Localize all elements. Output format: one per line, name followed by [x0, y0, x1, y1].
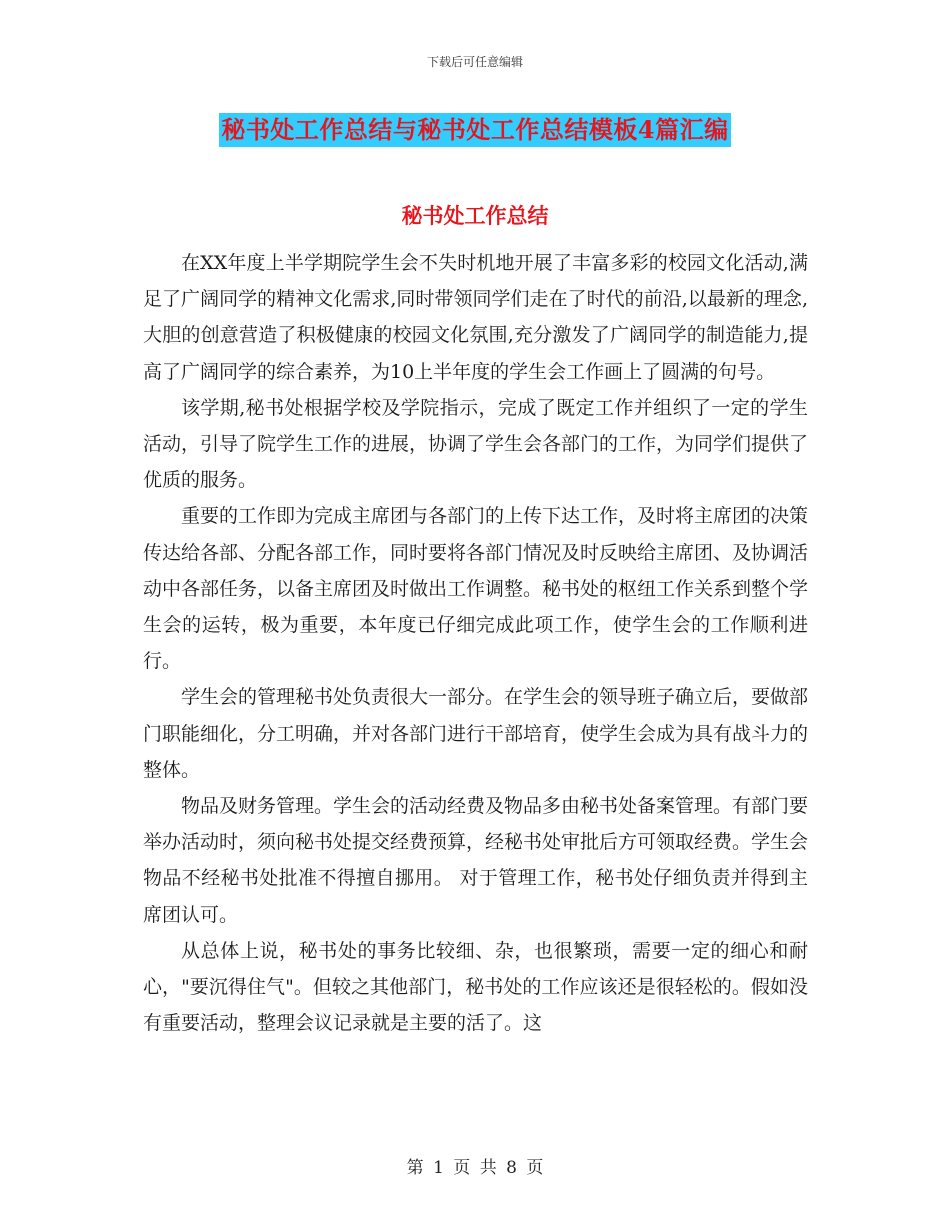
document-title: 秘书处工作总结与秘书处工作总结模板4篇汇编 [219, 113, 730, 147]
page-number-footer: 第 1 页 共 8 页 [406, 1158, 544, 1178]
document-title-container [0, 113, 950, 147]
paragraph: 该学期,秘书处根据学校及学院指示，完成了既定工作并组织了一定的学生活动，引导了院学生工作的进展，协调了学生会各部门的工作，为同学们提供了优质的服务。 [143, 396, 808, 492]
document-body [143, 245, 808, 1115]
paragraph: 从总体上说，秘书处的事务比较细、杂，也很繁琐，需要一定的细心和耐心，"要沉得住气"。但较之其他部门，秘书处的工作应该还是很轻松的。假如没有重要活动，整理会议记录就是主要的活了。这 [143, 939, 808, 1035]
paragraph: 重要的工作即为完成主席团与各部门的上传下达工作，及时将主席团的决策传达给各部、分配各部工作，同时要将各部门情况及时反映给主席团、及协调活动中各部任务，以备主席团及时做出工作调整。秘书处的枢纽工作关系到整个学生会的运转，极为重要，本年度已仔细完成此项工作，使学生会的工作顺利进行。 [143, 505, 808, 673]
paragraph: 学生会的管理秘书处负责很大一部分。在学生会的领导班子确立后，要做部门职能细化，分工明确，并对各部门进行干部培育，使学生会成为具有战斗力的整体。 [143, 686, 808, 781]
paragraph: 在XX年度上半学期院学生会不失时机地开展了丰富多彩的校园文化活动,满足了广阔同学的精神文化需求,同时带领同学们走在了时代的前沿,以最新的理念,大胆的创意营造了积极健康的校园文化氛围,充分激发了广阔同学的制造能力,提高了广阔同学的综合素养，为10上半年度的学生会工作画上了圆满的句号。 [143, 252, 808, 383]
paragraph: 物品及财务管理。学生会的活动经费及物品多由秘书处备案管理。有部门要举办活动时，须向秘书处提交经费预算，经秘书处审批后方可领取经费。学生会物品不经秘书处批准不得擅自挪用。 对于管理工作，秘书处仔细负责并得到主席团认可。 [143, 795, 808, 926]
page-header-note: 下载后可任意编辑 [426, 55, 523, 69]
section-title: 秘书处工作总结 [401, 203, 549, 228]
